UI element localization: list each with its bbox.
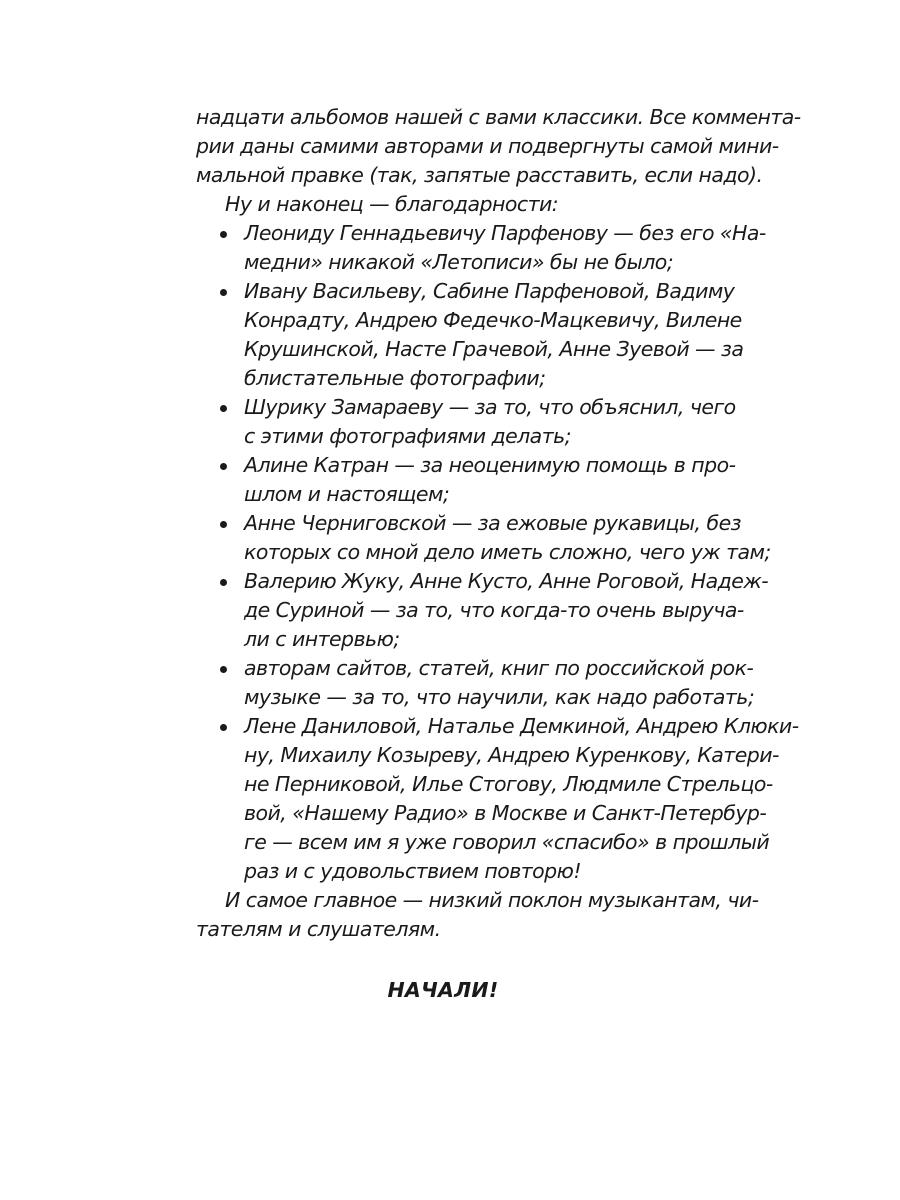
list-item	[196, 654, 755, 712]
list-item	[196, 451, 736, 509]
text-line: с этими фотографиями делать;	[244, 424, 571, 448]
text-line: шлом и настоящем;	[244, 482, 450, 506]
text-line: которых со мной дело иметь сложно, чего уж там;	[244, 540, 771, 564]
thanks-heading: Ну и наконец — благодарности:	[225, 192, 559, 216]
intro-paragraph	[196, 103, 801, 190]
text-line: музыке — за то, что научили, как надо работать;	[244, 685, 755, 709]
bullet-icon	[220, 289, 227, 296]
closing-paragraph	[196, 886, 759, 944]
bullet-icon	[220, 463, 227, 470]
text-line: рии даны самими авторами и подвергнуты самой мини-	[196, 134, 779, 158]
text-line: ге — всем им я уже говорил «спасибо» в прошлый	[244, 830, 770, 854]
text-line: раз и с удовольствием повторю!	[244, 859, 581, 883]
list-item	[196, 509, 771, 567]
text-line: вой, «Нашему Радио» в Москве и Санкт-Петербур-	[244, 801, 767, 825]
text-line: Ивану Васильеву, Сабине Парфеновой, Вадиму	[244, 279, 735, 303]
list-item	[196, 567, 769, 654]
bullet-icon	[220, 521, 227, 528]
bullet-icon	[220, 666, 227, 673]
bullet-icon	[220, 405, 227, 412]
bullet-icon	[220, 724, 227, 731]
text-line: блистательные фотографии;	[244, 366, 546, 390]
text-line: Лене Даниловой, Наталье Демкиной, Андрею Клюки-	[244, 714, 799, 738]
text-line: надцати альбомов нашей с вами классики. Все коммента-	[196, 105, 801, 129]
final-heading: НАЧАЛИ!	[387, 978, 499, 1002]
text-line: Валерию Жуку, Анне Кусто, Анне Роговой, Надеж-	[244, 569, 769, 593]
bullet-icon	[220, 231, 227, 238]
text-line: Алине Катран — за неоценимую помощь в про-	[244, 453, 736, 477]
text-line: авторам сайтов, статей, книг по российской рок-	[244, 656, 754, 680]
text-line: де Суриной — за то, что когда-то очень выруча-	[244, 598, 744, 622]
list-item	[196, 393, 736, 451]
text-line: медни» никакой «Летописи» бы не было;	[244, 250, 674, 274]
text-line: И самое главное — низкий поклон музыкантам, чи-	[225, 888, 759, 912]
text-line: Шурику Замараеву — за то, что объяснил, чего	[244, 395, 736, 419]
list-item	[196, 712, 799, 886]
text-line: ну, Михаилу Козыреву, Андрею Куренкову, Катери-	[244, 743, 779, 767]
acknowledgements-list	[196, 219, 799, 886]
text-line: Леониду Геннадьевичу Парфенову — без его «На-	[244, 221, 766, 245]
list-item	[196, 219, 766, 277]
text-line: не Перниковой, Илье Стогову, Людмиле Стрельцо-	[244, 772, 773, 796]
text-line: Крушинской, Насте Грачевой, Анне Зуевой — за	[244, 337, 744, 361]
bullet-icon	[220, 579, 227, 586]
book-page	[196, 103, 801, 1005]
text-line: Конрадту, Андрею Федечко-Мацкевичу, Вилене	[244, 308, 742, 332]
text-line: ли с интервью;	[244, 627, 400, 651]
text-line: мальной правке (так, запятые расставить, если надо).	[196, 163, 763, 187]
text-line: Анне Черниговской — за ежовые рукавицы, без	[244, 511, 741, 535]
list-item	[196, 277, 744, 393]
text-line: тателям и слушателям.	[196, 917, 441, 941]
